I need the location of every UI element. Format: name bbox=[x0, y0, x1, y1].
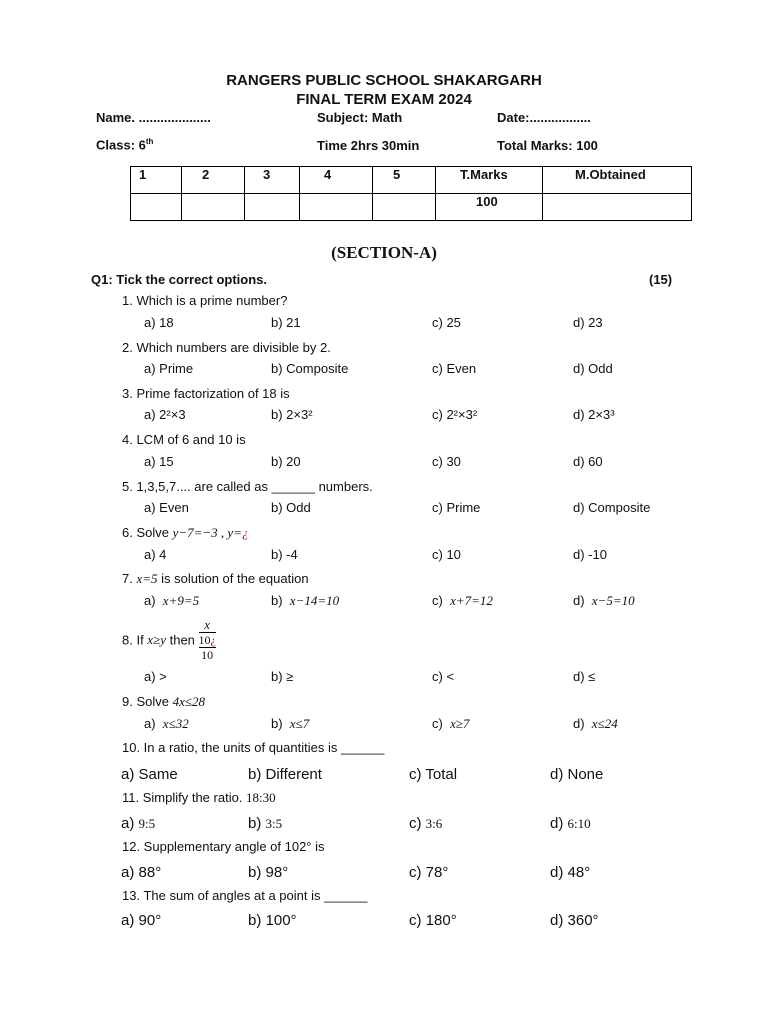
question-10: 10. In a ratio, the units of quantities is ______ bbox=[122, 740, 385, 755]
marks-table-value-row bbox=[131, 194, 692, 221]
q4-option-c[interactable]: c) 30 bbox=[432, 454, 461, 469]
q6-option-a[interactable]: a) 4 bbox=[144, 547, 167, 562]
q12-option-c[interactable]: c) 78° bbox=[409, 864, 449, 881]
q7-option-c[interactable]: c) x+7=12 bbox=[432, 593, 493, 608]
section-title: (SECTION-A) bbox=[331, 243, 437, 262]
q8-option-d[interactable]: d) ≤ bbox=[573, 669, 596, 684]
q6-option-d[interactable]: d) -10 bbox=[573, 547, 607, 562]
q4-option-a[interactable]: a) 15 bbox=[144, 454, 174, 469]
marks-val-4 bbox=[300, 194, 373, 221]
q1-option-b[interactable]: b) 21 bbox=[271, 315, 301, 330]
q7-option-d[interactable]: d) x−5=10 bbox=[573, 593, 635, 608]
marks-col-4: 4 bbox=[300, 167, 373, 194]
q2-option-b[interactable]: b) Composite bbox=[271, 361, 349, 376]
q8-option-b[interactable]: b) ≥ bbox=[271, 669, 294, 684]
q13-option-c[interactable]: c) 180° bbox=[409, 912, 457, 929]
q10-option-a[interactable]: a) Same bbox=[121, 766, 178, 783]
exam-title: FINAL TERM EXAM 2024 bbox=[296, 91, 472, 108]
q2-option-d[interactable]: d) Odd bbox=[573, 361, 613, 376]
question-6: 6. Solve y−7=−3 , y=¿ bbox=[122, 525, 249, 540]
marks-val-total: 100 bbox=[436, 194, 543, 221]
name-field: Name. .................... bbox=[96, 110, 211, 125]
q5-option-c[interactable]: c) Prime bbox=[432, 500, 481, 515]
q7-option-a[interactable]: a) x+9=5 bbox=[144, 593, 200, 608]
q3-option-c[interactable]: c) 2²×3² bbox=[432, 407, 478, 422]
q12-option-a[interactable]: a) 88° bbox=[121, 864, 162, 881]
q7-option-b[interactable]: b) x−14=10 bbox=[271, 593, 340, 608]
q13-option-a[interactable]: a) 90° bbox=[121, 912, 162, 929]
q5-option-a[interactable]: a) Even bbox=[144, 500, 189, 515]
q12-option-d[interactable]: d) 48° bbox=[550, 864, 591, 881]
question-2: 2. Which numbers are divisible by 2. bbox=[122, 340, 331, 355]
q10-option-b[interactable]: b) Different bbox=[248, 766, 322, 783]
q2-option-a[interactable]: a) Prime bbox=[144, 361, 194, 376]
q11-option-a[interactable]: a) 9:5 bbox=[121, 815, 156, 832]
q5-option-d[interactable]: d) Composite bbox=[573, 500, 651, 515]
q9-option-c[interactable]: c) x≥7 bbox=[432, 716, 470, 731]
q3-option-a[interactable]: a) 2²×3 bbox=[144, 407, 186, 422]
subject-field: Subject: Math bbox=[317, 110, 403, 125]
marks-col-2: 2 bbox=[182, 167, 245, 194]
fraction: x 10¿ 10 bbox=[198, 617, 216, 662]
q9-option-d[interactable]: d) x≤24 bbox=[573, 716, 618, 731]
question-12: 12. Supplementary angle of 102° is bbox=[122, 839, 325, 854]
marks-val-obtained bbox=[543, 194, 692, 221]
marks-val-1 bbox=[131, 194, 182, 221]
q10-option-d[interactable]: d) None bbox=[550, 766, 604, 783]
school-name: RANGERS PUBLIC SCHOOL SHAKARGARH bbox=[226, 72, 542, 89]
q10-option-c[interactable]: c) Total bbox=[409, 766, 458, 783]
q13-option-d[interactable]: d) 360° bbox=[550, 912, 599, 929]
marks-col-1: 1 bbox=[131, 167, 182, 194]
q1-option-d[interactable]: d) 23 bbox=[573, 315, 603, 330]
q4-option-d[interactable]: d) 60 bbox=[573, 454, 603, 469]
q9-option-a[interactable]: a) x≤32 bbox=[144, 716, 189, 731]
q2-option-c[interactable]: c) Even bbox=[432, 361, 477, 376]
question-4: 4. LCM of 6 and 10 is bbox=[122, 432, 246, 447]
q8-option-c[interactable]: c) < bbox=[432, 669, 455, 684]
q4-option-b[interactable]: b) 20 bbox=[271, 454, 301, 469]
marks-col-3: 3 bbox=[245, 167, 300, 194]
marks-table bbox=[130, 166, 692, 221]
date-field: Date:................. bbox=[497, 110, 591, 125]
q1-marks: (15) bbox=[649, 272, 673, 287]
q3-option-b[interactable]: b) 2×3² bbox=[271, 407, 313, 422]
q12-option-b[interactable]: b) 98° bbox=[248, 864, 289, 881]
class-field: Class: 6th bbox=[96, 137, 154, 153]
q5-option-b[interactable]: b) Odd bbox=[271, 500, 311, 515]
q3-option-d[interactable]: d) 2×3³ bbox=[573, 407, 615, 422]
question-8: 8. If x≥y then x 10¿ 10 bbox=[122, 617, 216, 662]
marks-val-5 bbox=[373, 194, 436, 221]
question-3: 3. Prime factorization of 18 is bbox=[122, 386, 290, 401]
question-9: 9. Solve 4x≤28 bbox=[122, 694, 205, 709]
q9-option-b[interactable]: b) x≤7 bbox=[271, 716, 310, 731]
question-13: 13. The sum of angles at a point is ______ bbox=[122, 888, 368, 903]
marks-col-5: 5 bbox=[373, 167, 436, 194]
q1-option-a[interactable]: a) 18 bbox=[144, 315, 174, 330]
total-marks-field: Total Marks: 100 bbox=[497, 138, 598, 153]
marks-col-total: T.Marks bbox=[436, 167, 543, 194]
marks-val-3 bbox=[245, 194, 300, 221]
time-field: Time 2hrs 30min bbox=[317, 138, 420, 153]
q6-option-c[interactable]: c) 10 bbox=[432, 547, 461, 562]
q1-title: Q1: Tick the correct options. bbox=[91, 272, 268, 287]
q11-option-d[interactable]: d) 6:10 bbox=[550, 815, 591, 832]
marks-val-2 bbox=[182, 194, 245, 221]
question-11: 11. Simplify the ratio. 18:30 bbox=[122, 790, 276, 805]
q1-option-c[interactable]: c) 25 bbox=[432, 315, 461, 330]
question-1: 1. Which is a prime number? bbox=[122, 293, 288, 308]
q6-option-b[interactable]: b) -4 bbox=[271, 547, 298, 562]
marks-table-header-row bbox=[131, 167, 692, 194]
question-5: 5. 1,3,5,7.... are called as ______ numbers. bbox=[122, 479, 373, 494]
q13-option-b[interactable]: b) 100° bbox=[248, 912, 297, 929]
q8-option-a[interactable]: a) > bbox=[144, 669, 167, 684]
question-7: 7. x=5 is solution of the equation bbox=[122, 571, 309, 586]
marks-col-obtained: M.Obtained bbox=[543, 167, 692, 194]
q11-option-c[interactable]: c) 3:6 bbox=[409, 815, 443, 832]
q11-option-b[interactable]: b) 3:5 bbox=[248, 815, 283, 832]
